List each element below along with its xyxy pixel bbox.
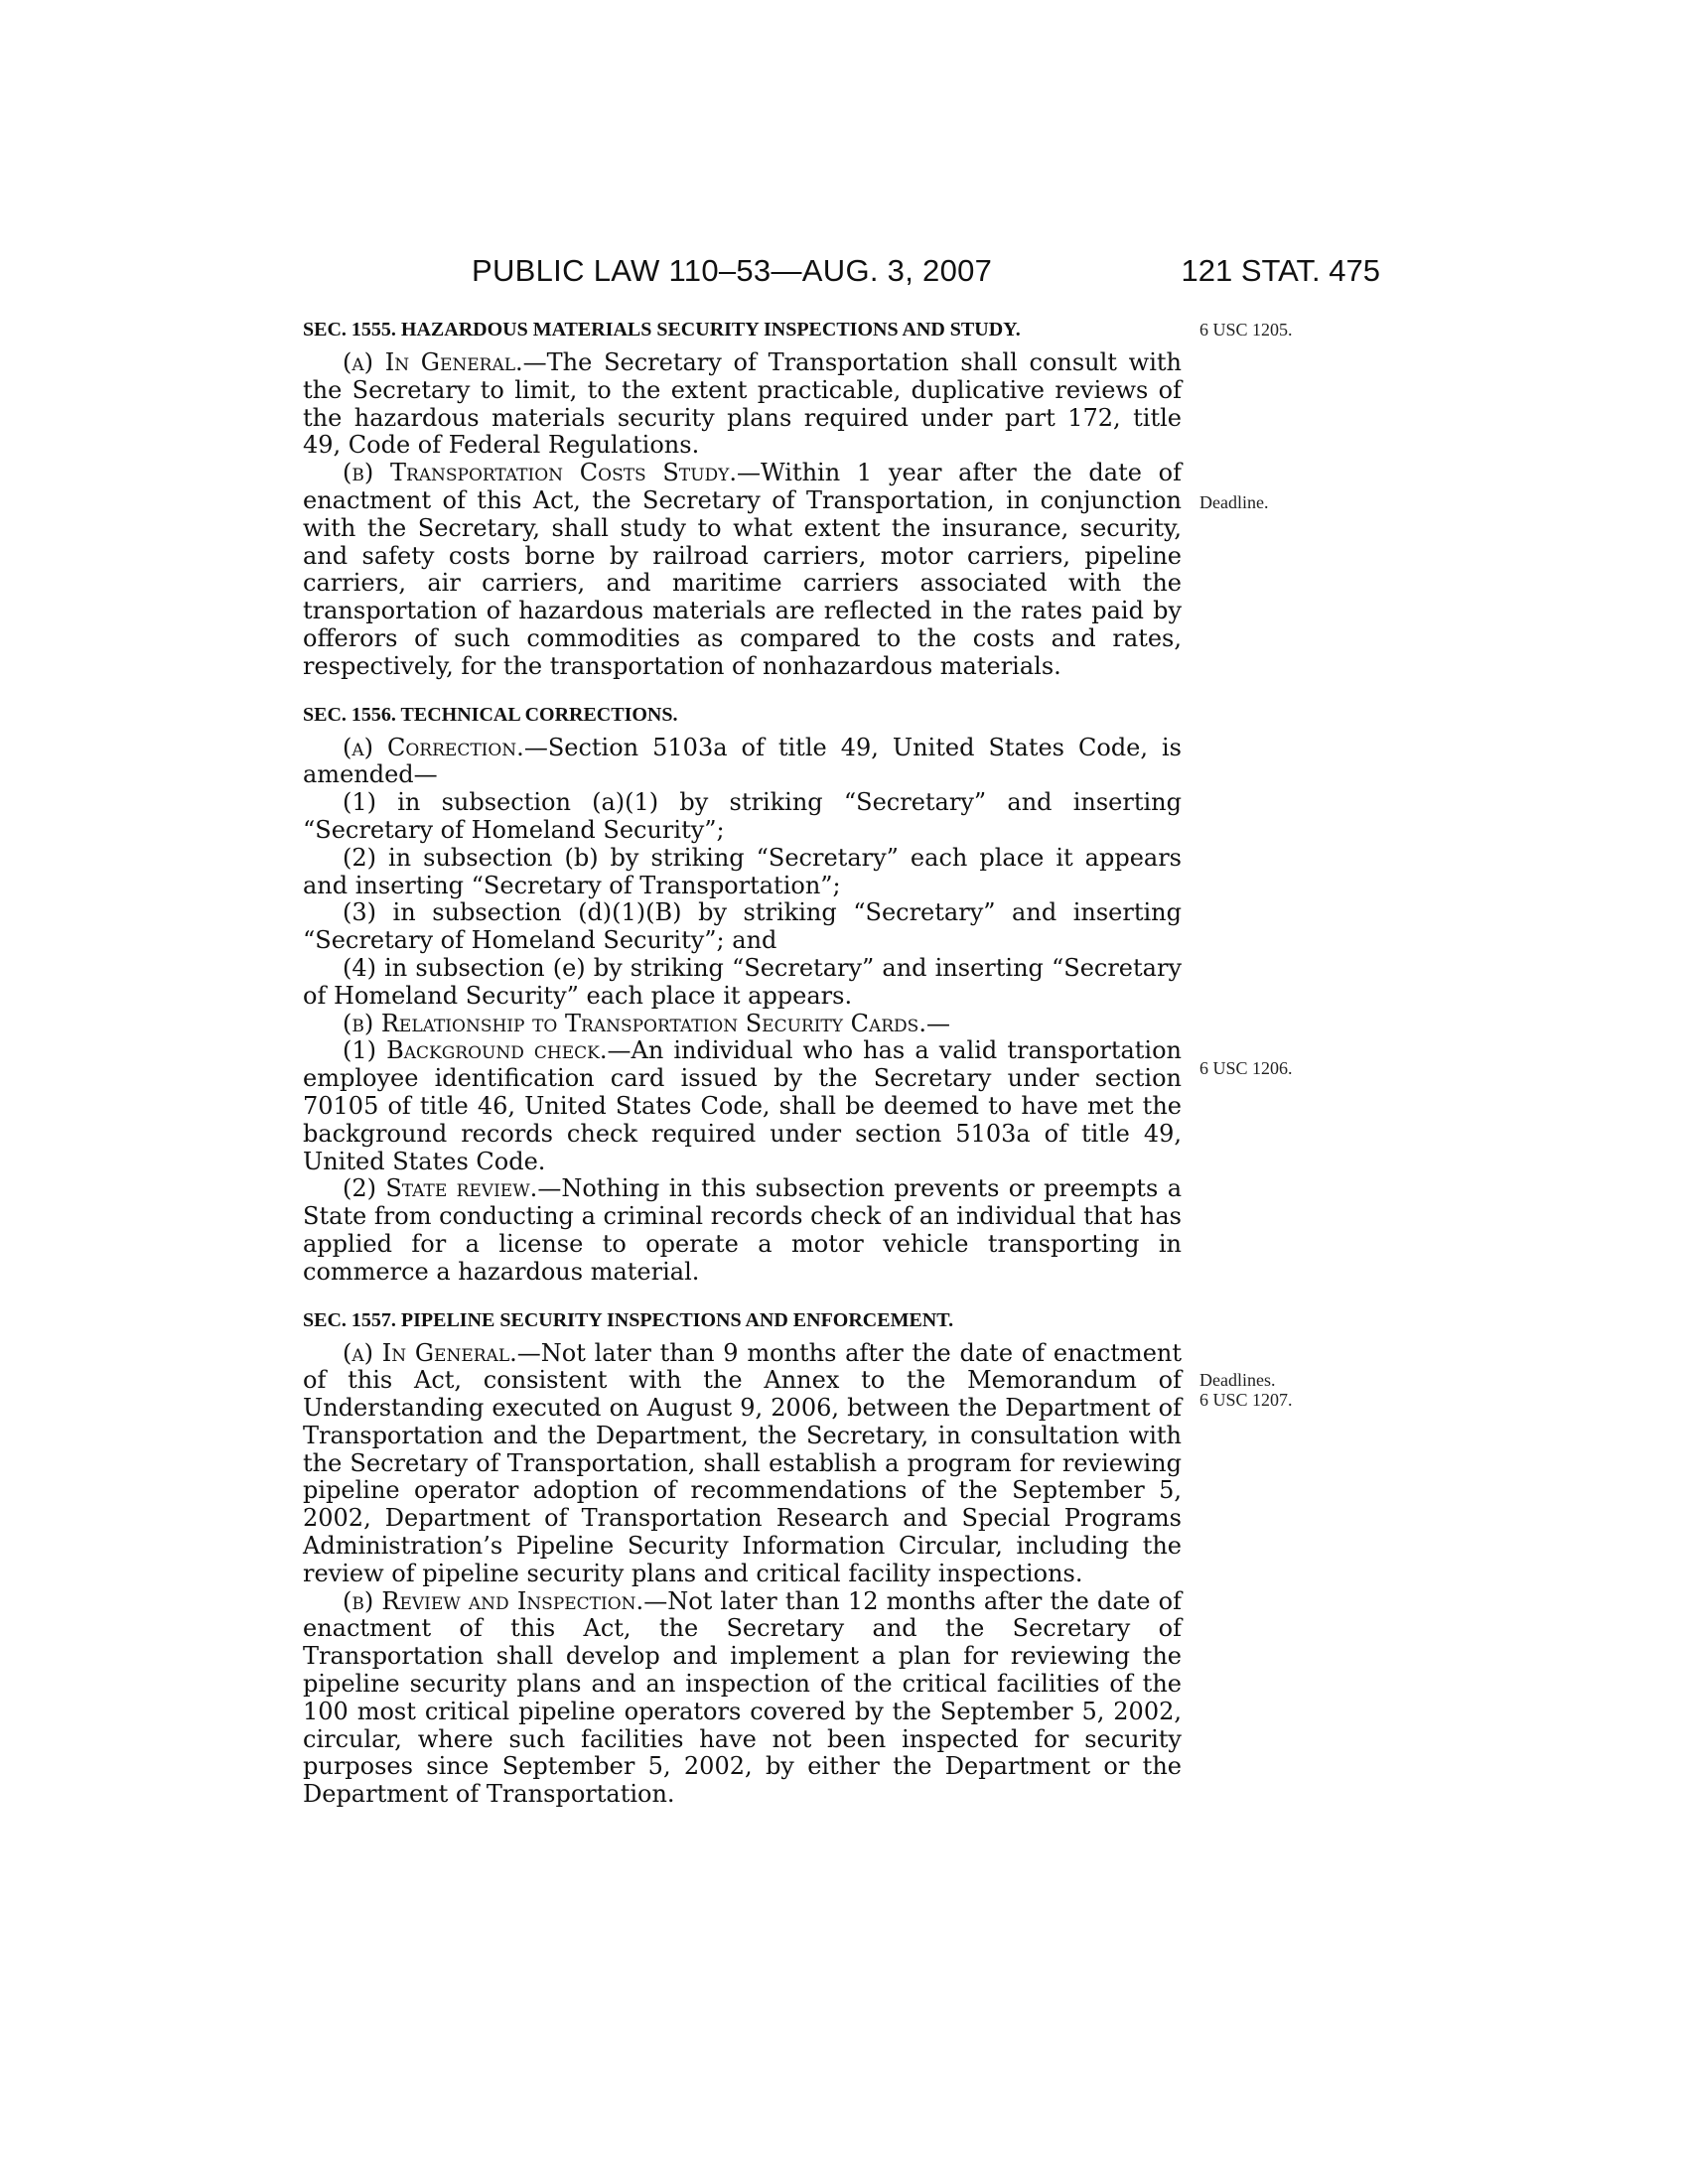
section-1556-b2-text: —Nothing in this subsection prevents or preempts a State from conducting a criminal records check of an individual that has applied for a license to operate a motor vehicle transporting in commerce a hazardous material. xyxy=(303,1174,1182,1286)
document-body xyxy=(303,318,1182,1809)
section-1557-subsection-b xyxy=(303,1588,1182,1809)
section-1556-item-4: (4) in subsection (e) by striking “Secretary” and inserting “Secretary of Homeland Security” each place it appears. xyxy=(303,953,1182,1010)
section-1557-a-text: —Not later than 9 months after the date of enactment of this Act, consistent with the Annex to the Memorandum of Understanding executed on August 9, 2006, between the Department of Transportation and the Department, the Secretary, in consultation with the Secretary of Transportation, shall establish a program for reviewing pipeline operator adoption of recommendations of the September 5, 2002, Department of Transportation Research and Special Programs Administration’s Pipeline Security Information Circular, including the review of pipeline security plans and critical facility inspections. xyxy=(303,1338,1183,1587)
section-1556-b-paragraph-1 xyxy=(263,1037,1182,1175)
section-1556-a-label: (a) Correction. xyxy=(343,733,524,761)
section-1556-a-text: —Section 5103a of title 49, United States Code, is amended— xyxy=(303,733,1183,789)
margin-note-usc1205: 6 USC 1205. xyxy=(1199,320,1293,340)
margin-note-deadlines: Deadlines. xyxy=(1199,1370,1276,1390)
section-1556-b-text: — xyxy=(925,1009,950,1037)
margin-note-usc1206: 6 USC 1206. xyxy=(1199,1058,1293,1078)
section-1556-b-label: (b) Relationship to Transportation Security Cards. xyxy=(343,1009,926,1037)
section-1557-a-label: (a) In General. xyxy=(343,1338,517,1367)
section-1557-subsection-a xyxy=(303,1340,1182,1588)
section-1556-item-2: (2) in subsection (b) by striking “Secretary” each place it appears and inserting “Secretary of Transportation”; xyxy=(303,843,1182,899)
section-1556-subsection-a xyxy=(303,735,1182,790)
section-1555-heading-text: SEC. 1555. HAZARDOUS MATERIALS SECURITY INSPECTIONS AND STUDY. xyxy=(303,319,1021,341)
running-head-title: PUBLIC LAW 110–53—AUG. 3, 2007 xyxy=(472,253,993,288)
section-1557-heading: SEC. 1557. PIPELINE SECURITY INSPECTIONS AND ENFORCEMENT. xyxy=(303,1308,954,1331)
margin-note-deadline: Deadline. xyxy=(1199,492,1269,512)
section-1555-subsection-a xyxy=(303,349,1182,460)
margin-note-usc1207: 6 USC 1207. xyxy=(1199,1390,1293,1410)
section-1556-subsection-b xyxy=(303,1011,1182,1038)
section-1555-a-label: (a) In General. xyxy=(343,348,523,376)
section-1556-item-3: (3) in subsection (d)(1)(B) by striking “Secretary” and inserting “Secretary of Homeland Security”; and xyxy=(303,898,1182,955)
section-1556-b-paragraph-2 xyxy=(263,1175,1182,1286)
section-1555-subsection-b xyxy=(303,460,1182,680)
section-1555-b-text: —Within 1 year after the date of enactment of this Act, the Secretary of Transportation, in conjunction with the Secretary, shall study to what extent the insurance, security, and safety costs borne by railroad carriers, motor carriers, pipeline carriers, air carriers, and maritime carriers associated with the transportation of hazardous materials are reflected in the rates paid by offerors of such commodities as compared to the costs and rates, respectively, for the transportation of nonhazardous materials. xyxy=(303,459,1182,680)
section-1556-item-1: (1) in subsection (a)(1) by striking “Secretary” and inserting “Secretary of Homeland Security”; xyxy=(303,788,1182,844)
section-1555-b-label: (b) Transportation Costs Study. xyxy=(343,459,738,487)
section-1556-b1-label: (1) Background check. xyxy=(343,1036,608,1065)
section-1556-b1-text: —An individual who has a valid transportation employee identification card issued by the Secretary under section 70105 of title 46, United States Code, shall be deemed to have met the background records check required under section 5103a of title 49, United States Code. xyxy=(303,1036,1183,1175)
section-1557-b-text: —Not later than 12 months after the date of enactment of this Act, the Secretary and the Secretary of Transportation shall develop and implement a plan for reviewing the pipeline security plans and an inspection of the critical facilities of the 100 most critical pipeline operators covered by the September 5, 2002, circular, where such facilities have not been inspected for security purposes since September 5, 2002, by either the Department or the Department of Transportation. xyxy=(303,1586,1182,1809)
section-1557-b-label: (b) Review and Inspection. xyxy=(343,1586,644,1615)
section-1555-heading xyxy=(303,318,1182,341)
page-statute-number: 121 STAT. 475 xyxy=(1181,253,1380,288)
section-1556-b2-label: (2) State review. xyxy=(343,1174,538,1203)
section-1555-a-text: —The Secretary of Transportation shall consult with the Secretary to limit, to the extent practicable, duplicative reviews of the hazardous materials security plans required under part 172, title 49, Code of Federal Regulations. xyxy=(303,348,1182,460)
section-1556-heading: SEC. 1556. TECHNICAL CORRECTIONS. xyxy=(303,703,678,726)
page-header xyxy=(303,253,1380,293)
